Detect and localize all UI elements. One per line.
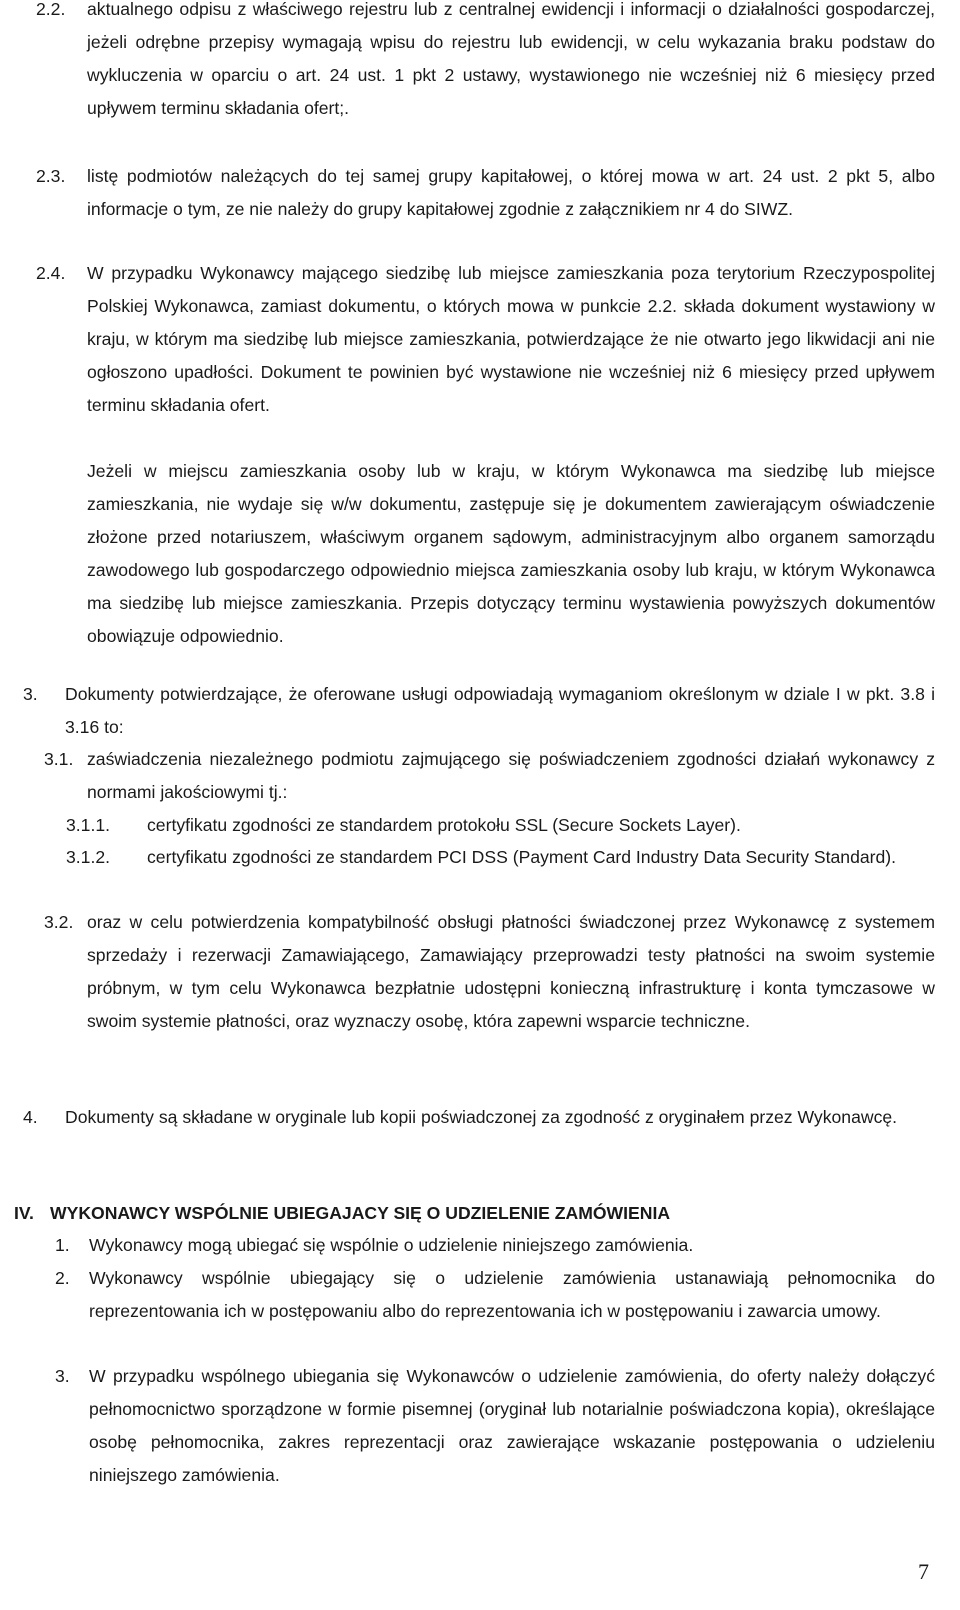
list-item-number: 1. [55,1235,70,1255]
item-3-1-2-text: certyfikatu zgodności ze standardem PCI DSS (Payment Card Industry Data Security Standard). [147,847,897,867]
item-number: 3.1. [44,749,74,769]
item-number: 2.3. [36,166,66,186]
item-3-text: Dokumenty potwierdzające, że oferowane usługi odpowiadają wymaganiom określonym w dziale I w pkt. 3.8 i 3.16 to: [65,684,935,737]
item-3-1-1-text: certyfikatu zgodności ze standardem protokołu SSL (Secure Sockets Layer). [147,815,741,835]
list-item-number: 3. [55,1366,70,1386]
item-2-3-text: listę podmiotów należących do tej samej grupy kapitałowej, o której mowa w art. 24 ust. 2 pkt 5, albo informacje o tym, ze nie należy do grupy kapitałowej zgodnie z załącznikiem nr 4 do SIWZ. [87,166,935,219]
item-4-text: Dokumenty są składane w oryginale lub kopii poświadczonej za zgodność z oryginałem przez Wykonawcę. [65,1107,898,1127]
list-item-number: 2. [55,1268,70,1288]
item-2-2-text: aktualnego odpisu z właściwego rejestru lub z centralnej ewidencji i informacji o działalności gospodarczej, jeżeli odrębne przepisy wymagają wpisu do rejestru lub ewidencji, w celu wykazania braku podstaw do wykluczenia w oparciu o art. 24 ust. 1 pkt 2 ustawy, wystawionego nie wcześniej niż 6 miesięcy przed upływem terminu składania ofert;. [87,0,935,118]
section-heading: WYKONAWCY WSPÓLNIE UBIEGAJACY SIĘ O UDZIELENIE ZAMÓWIENIA [50,1203,671,1223]
item-2-4-text: W przypadku Wykonawcy mającego siedzibę lub miejsce zamieszkania poza terytorium Rzeczypospolitej Polskiej Wykonawca, zamiast dokumentu, o których mowa w punkcie 2.2. składa dokument wystawiony w kraju, w którym ma siedzibę lub miejsce zamieszkania, potwierdzające że nie otwarto jego likwidacji ani nie ogłoszono upadłości. Dokument te powinien być wystawione nie wcześniej niż 6 miesięcy przed upływem terminu składania ofert. [87,263,935,415]
list-item: Wykonawcy mogą ubiegać się wspólnie o udzielenie niniejszego zamówienia. [89,1235,694,1255]
item-number: 2.4. [36,263,66,283]
item-2-4-paragraph-2: Jeżeli w miejscu zamieszkania osoby lub w kraju, w którym Wykonawca ma siedzibę lub miejsce zamieszkania, nie wydaje się w/w dokumentu, zastępuje się je dokumentem zawierającym oświadczenie złożone przed notariuszem, właściwym organem sądowym, administracyjnym albo organem samorządu zawodowego lub gospodarczego odpowiednio miejsca zamieszkania osoby lub kraju, w którym Wykonawca ma siedzibę lub miejsce zamieszkania. Przepis dotyczący terminu wystawienia powyższych dokumentów obowiązuje odpowiednio. [87,461,935,646]
item-number: 3.1.1. [66,815,111,835]
item-number: 2.2. [36,0,66,19]
item-number: 3.1.2. [66,847,111,867]
item-number: 4. [23,1107,38,1127]
item-3-2-text: oraz w celu potwierdzenia kompatybilność obsługi płatności świadczonej przez Wykonawcę z systemem sprzedaży i rezerwacji Zamawiającego, Zamawiający przeprowadzi testy płatności na swoim systemie próbnym, w tym celu Wykonawca bezpłatnie udostępni konieczną infrastrukturę i konta tymczasowe w swoim systemie płatności, oraz wyznaczy osobę, która zapewni wsparcie techniczne. [87,912,935,1031]
list-item: Wykonawcy wspólnie ubiegający się o udzielenie zamówienia ustanawiają pełnomocnika do reprezentowania ich w postępowaniu albo do reprezentowania ich w postępowaniu i zawarcia umowy. [89,1268,935,1321]
item-number: 3. [23,684,38,704]
section-number: IV. [14,1203,34,1223]
page-number: 7 [918,1559,929,1584]
list-item: W przypadku wspólnego ubiegania się Wykonawców o udzielenie zamówienia, do oferty należy dołączyć pełnomocnictwo sporządzone w formie pisemnej (oryginał lub notarialnie poświadczona kopia), określające osobę pełnomocnika, zakres reprezentacji oraz zawierające wskazanie postępowania o udzieleniu niniejszego zamówienia. [89,1366,935,1485]
item-number: 3.2. [44,912,74,932]
item-3-1-text: zaświadczenia niezależnego podmiotu zajmującego się poświadczeniem zgodności działań wykonawcy z normami jakościowymi tj.: [87,749,935,802]
